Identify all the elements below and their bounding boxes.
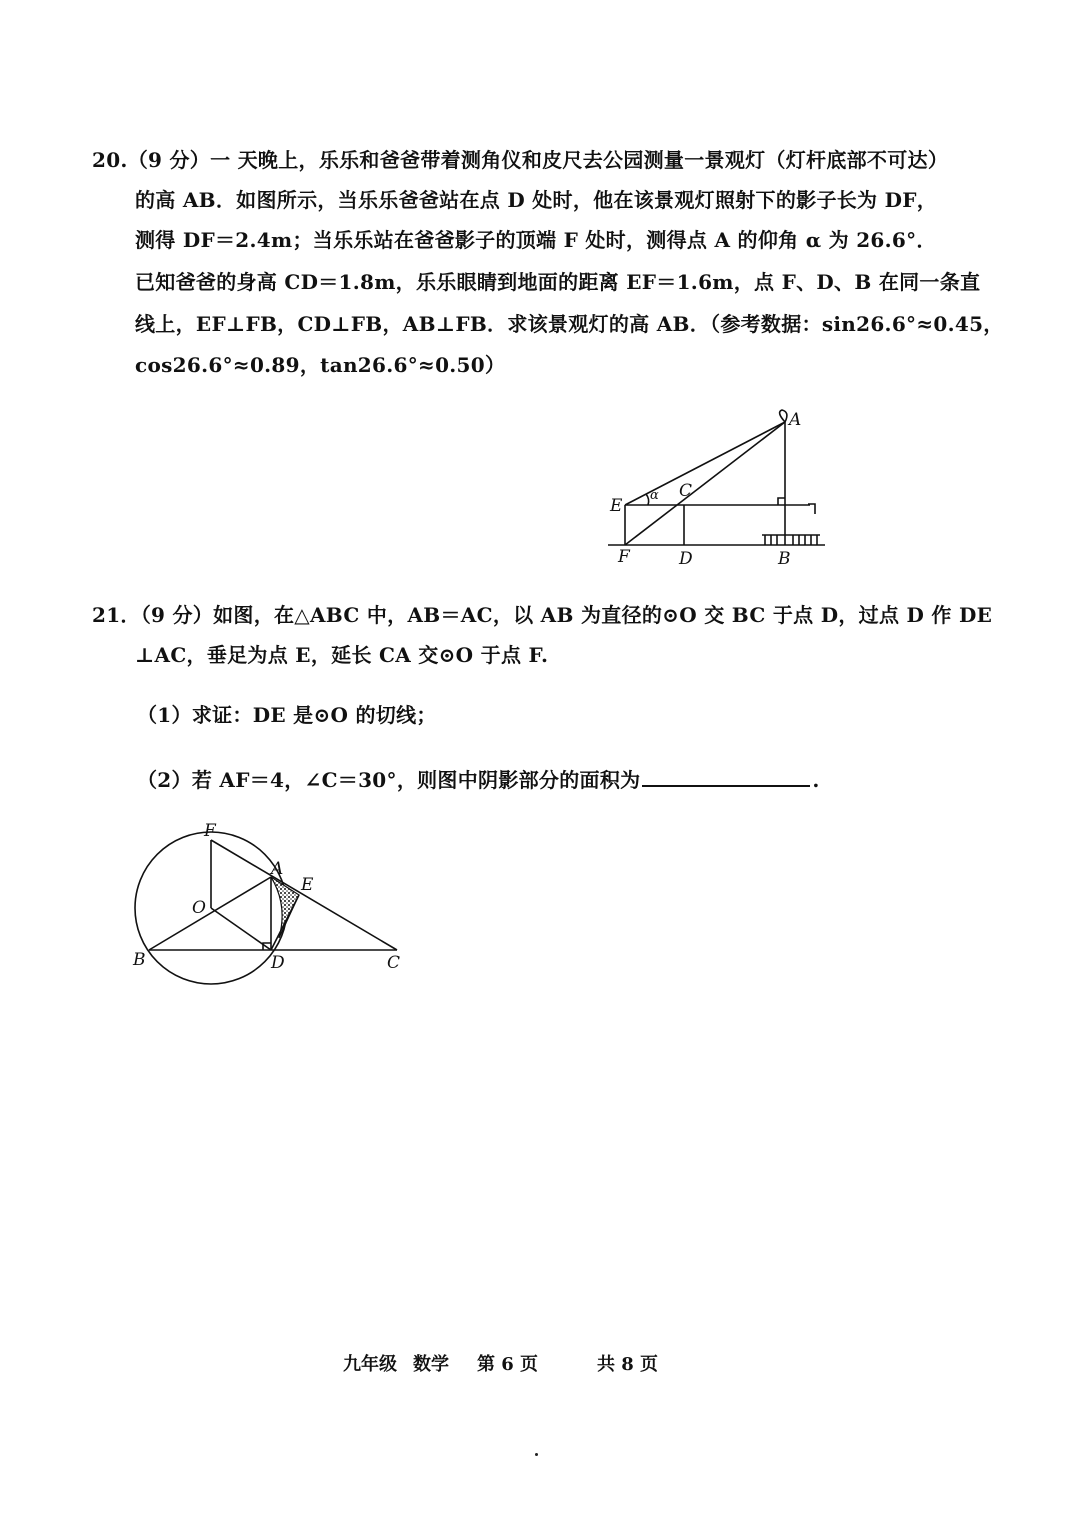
label-alpha: α (650, 488, 659, 503)
footer-subject: 数学 (413, 1354, 449, 1375)
q20-line-2: 的高 AB．如图所示，当乐乐爸爸站在点 D 处时，他在该景观灯照射下的影子长为 DF， (135, 188, 938, 212)
label-E: E (610, 496, 623, 516)
lamp-head (780, 410, 787, 422)
q21-part2 (137, 767, 820, 790)
page-dot (535, 1453, 538, 1456)
q21-part2-text: （2）若 AF＝4，∠C＝30°，则图中阴影部分的面积为 (137, 768, 641, 792)
q21-part2-end: . (812, 768, 820, 792)
label-E2: E (301, 875, 314, 895)
q20-line-3: 测得 DF＝2.4m；当乐乐站在爸爸影子的顶端 F 处时，测得点 A 的仰角 α 为 26.6°． (135, 228, 937, 252)
footer-grade: 九年级 (343, 1354, 397, 1375)
q20-line-1: 20.（9 分）一 天晚上，乐乐和爸爸带着测角仪和皮尺去公园测量一景观灯（灯杆底部不可达） (92, 148, 949, 172)
q20-figure (600, 405, 830, 570)
label-O: O (192, 898, 206, 918)
label-C2: C (387, 953, 401, 973)
alpha-arc (646, 494, 649, 505)
segment-OD (211, 908, 271, 950)
label-B: B (778, 549, 791, 569)
q21-line-2: ⊥AC，垂足为点 E，延长 CA 交⊙O 于点 F. (135, 643, 549, 667)
segment-EA (625, 422, 785, 505)
q21-part1: （1）求证：DE 是⊙O 的切线； (137, 703, 437, 727)
label-F: F (618, 547, 630, 567)
label-D: D (679, 549, 693, 569)
q20-line-4: 已知爸爸的身高 CD＝1.8m，乐乐眼睛到地面的距离 EF＝1.6m，点 F、D、B 在同一条直 (135, 270, 981, 294)
label-A2: A (271, 859, 284, 879)
right-angle-mark (778, 498, 785, 505)
q20-line-6: cos26.6°≈0.89，tan26.6°≈0.50） (135, 353, 506, 377)
shaded-region (271, 877, 299, 938)
label-C: C (679, 481, 693, 501)
lamp-base-hatch (762, 535, 820, 545)
answer-blank[interactable] (642, 767, 810, 787)
label-B2: B (133, 950, 146, 970)
q21-figure (125, 818, 415, 993)
segment-BA (149, 877, 271, 950)
segment-FC (211, 840, 397, 950)
label-A: A (789, 410, 802, 430)
label-F2: F (204, 821, 216, 841)
segment-FA (625, 422, 785, 545)
q20-line-5: 线上，EF⊥FB，CD⊥FB，AB⊥FB．求该景观灯的高 AB．（参考数据：sin26.6°≈0.45， (135, 312, 1004, 336)
q21-line-1: 21．（9 分）如图，在△ABC 中，AB＝AC，以 AB 为直径的⊙O 交 BC 于点 D，过点 D 作 DE (92, 603, 993, 627)
footer-total: 共 8 页 (597, 1354, 659, 1375)
label-D2: D (271, 953, 285, 973)
footer-page: 第 6 页 (477, 1354, 539, 1375)
